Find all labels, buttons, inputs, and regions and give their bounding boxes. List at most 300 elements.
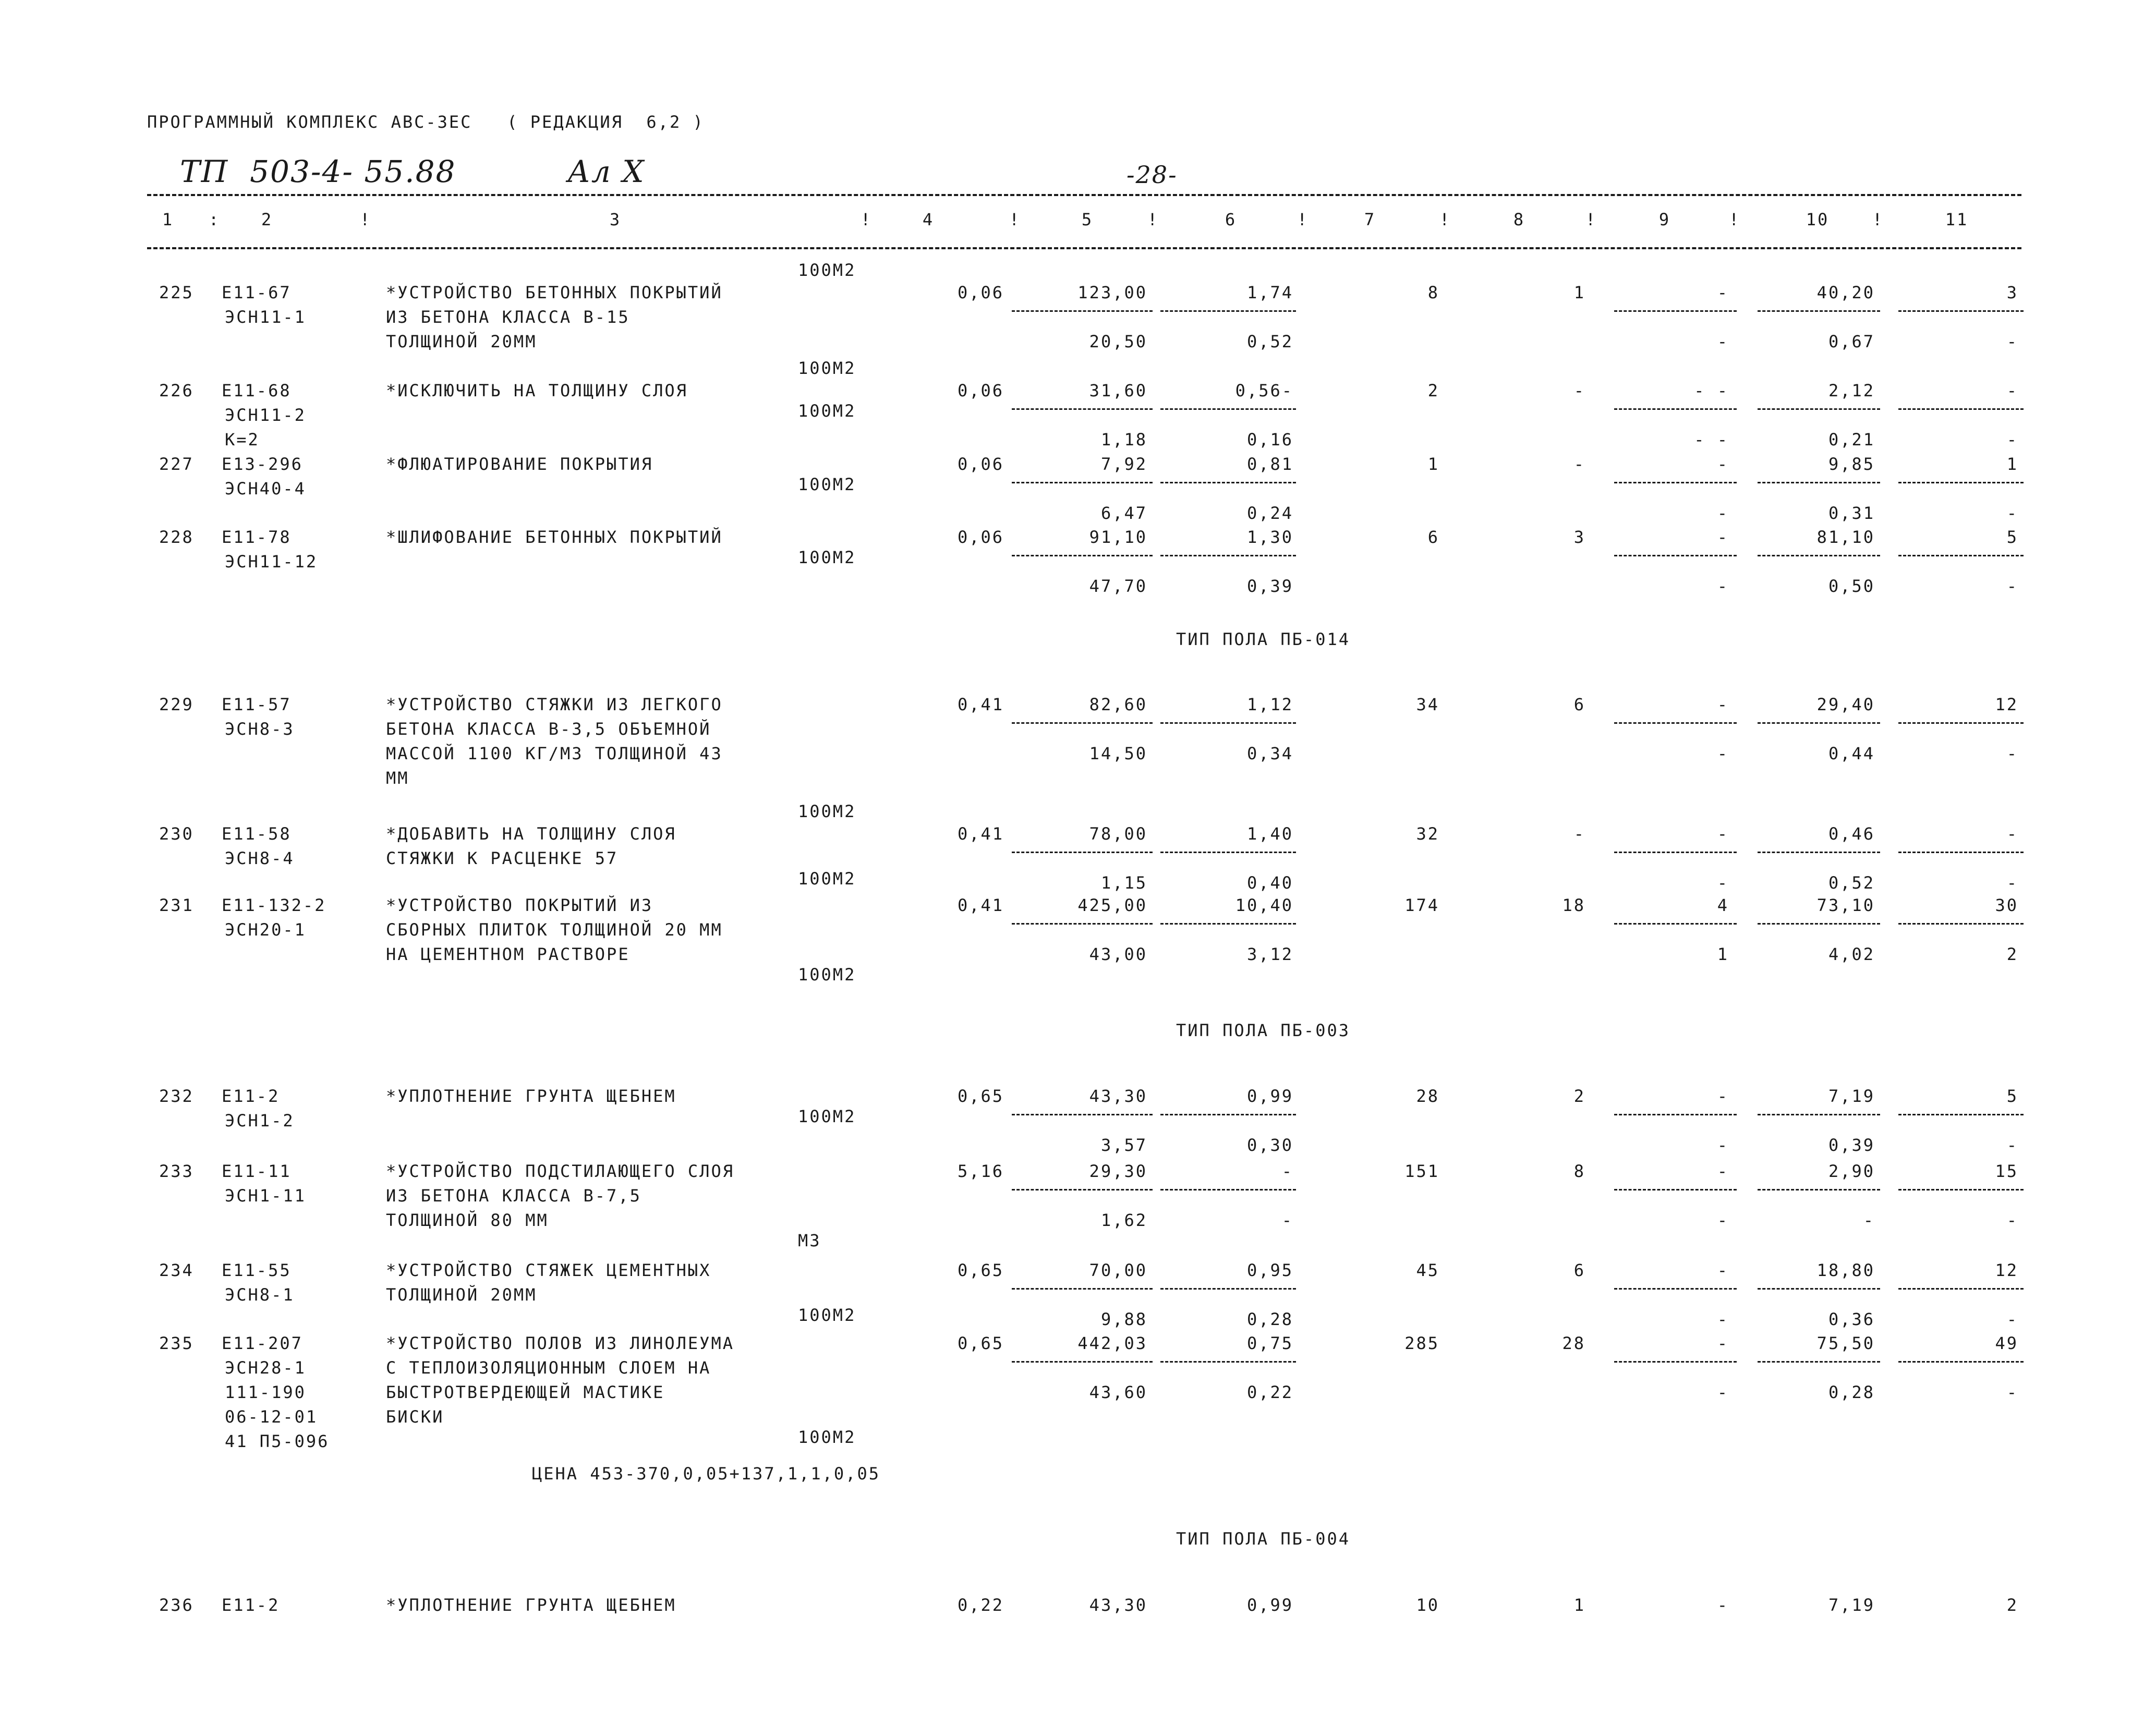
subtotal-rule (1012, 555, 1153, 556)
subtotal-rule (1758, 722, 1880, 724)
value-c10-top: 73,10 (1816, 895, 1875, 915)
header-rule-bottom (147, 247, 2021, 249)
unit-label: 100М2 (798, 260, 856, 280)
value-c6-top: 10,40 (1235, 895, 1293, 915)
value-c5-bottom: 1,62 (1100, 1210, 1147, 1230)
subtotal-rule (1012, 923, 1153, 925)
value-c5-bottom: 14,50 (1089, 744, 1147, 763)
section-title: ТИП ПОЛА ПБ-004 (1176, 1529, 1350, 1549)
subtotal-rule (1614, 310, 1737, 312)
value-c10-top: 7,19 (1828, 1086, 1875, 1106)
value-c5-top: 31,60 (1089, 381, 1147, 400)
value-c5-bottom: 43,60 (1089, 1382, 1147, 1402)
cost-materials: 1 (1573, 1595, 1585, 1615)
section-title: ТИП ПОЛА ПБ-003 (1176, 1021, 1350, 1040)
header-rule-top (147, 194, 2021, 196)
unit-label: М3 (798, 1231, 821, 1250)
work-description: *УПЛОТНЕНИЕ ГРУНТА ЩЕБНЕМ (386, 1595, 676, 1615)
value-c6-bottom: 3,12 (1246, 944, 1293, 964)
value-c9-bottom: - (1717, 1382, 1729, 1402)
rate-code: Е11-2 (222, 1086, 280, 1106)
rate-code: ЭСН28-1 (225, 1358, 306, 1378)
value-c6-bottom: 0,30 (1246, 1135, 1293, 1155)
cost-materials: 6 (1573, 695, 1585, 714)
work-description: *УСТРОЙСТВО СТЯЖЕК ЦЕМЕНТНЫХ (386, 1260, 711, 1280)
price-note: ЦЕНА 453-370,0,05+137,1,1,0,05 (532, 1464, 880, 1484)
cost-materials: - (1573, 454, 1585, 474)
value-c5-top: 70,00 (1089, 1260, 1147, 1280)
col-number-1: 1 (162, 210, 174, 229)
rate-code: Е11-58 (222, 824, 292, 844)
cost-materials: 3 (1573, 527, 1585, 547)
row-number: 236 (159, 1595, 194, 1615)
subtotal-rule (1160, 1114, 1296, 1115)
unit-label: 100М2 (798, 1427, 856, 1447)
quantity-value: 5,16 (957, 1161, 1004, 1181)
value-c5-bottom: 6,47 (1100, 503, 1147, 523)
subtotal-rule (1758, 482, 1880, 483)
value-c11-top: 49 (1995, 1333, 2018, 1353)
value-c10-top: 18,80 (1816, 1260, 1875, 1280)
value-c9-top: - (1717, 283, 1729, 302)
cost-direct: 174 (1404, 895, 1439, 915)
value-c9-top: - (1717, 1161, 1729, 1181)
value-c6-bottom: 0,52 (1246, 332, 1293, 351)
value-c6-top: 0,75 (1246, 1333, 1293, 1353)
section-title: ТИП ПОЛА ПБ-014 (1176, 629, 1350, 649)
col-separator: ! (1439, 210, 1451, 229)
rate-code: ЭСН1-11 (225, 1186, 306, 1206)
rate-code: Е11-67 (222, 283, 292, 302)
work-description: БЕТОНА КЛАССА В-3,5 ОБЪЕМНОЙ (386, 719, 711, 739)
work-description: ТОЛЩИНОЙ 20ММ (386, 332, 537, 351)
quantity-value: 0,06 (957, 527, 1004, 547)
value-c10-bottom: 0,21 (1828, 430, 1875, 450)
subtotal-rule (1012, 1189, 1153, 1191)
subtotal-rule (1614, 555, 1737, 556)
value-c6-bottom: 0,24 (1246, 503, 1293, 523)
cost-direct: 28 (1416, 1086, 1439, 1106)
value-c11-top: 30 (1995, 895, 2018, 915)
subtotal-rule (1160, 482, 1296, 483)
subtotal-rule (1898, 1288, 2024, 1290)
value-c6-bottom: - (1281, 1210, 1293, 1230)
value-c11-bottom: - (2006, 1382, 2018, 1402)
page-number: -28- (1127, 161, 1178, 189)
cost-materials: 2 (1573, 1086, 1585, 1106)
cost-direct: 2 (1427, 381, 1439, 400)
value-c6-top: 0,81 (1246, 454, 1293, 474)
col-separator: : (209, 210, 221, 229)
value-c11-top: 12 (1995, 695, 2018, 714)
value-c10-bottom: 0,39 (1828, 1135, 1875, 1155)
rate-code: К=2 (225, 430, 260, 450)
work-description: *ИСКЛЮЧИТЬ НА ТОЛЩИНУ СЛОЯ (386, 381, 688, 400)
row-number: 228 (159, 527, 194, 547)
value-c5-bottom: 3,57 (1100, 1135, 1147, 1155)
col-separator: ! (861, 210, 873, 229)
col-separator: ! (1872, 210, 1884, 229)
value-c10-bottom: 0,52 (1828, 873, 1875, 893)
quantity-value: 0,41 (957, 695, 1004, 714)
quantity-value: 0,41 (957, 824, 1004, 844)
cost-direct: 1 (1427, 454, 1439, 474)
work-description: *ШЛИФОВАНИЕ БЕТОННЫХ ПОКРЫТИЙ (386, 527, 723, 547)
value-c11-top: 12 (1995, 1260, 2018, 1280)
work-description: СБОРНЫХ ПЛИТОК ТОЛЩИНОЙ 20 ММ (386, 920, 723, 940)
subtotal-rule (1758, 1288, 1880, 1290)
col-number-4: 4 (922, 210, 935, 229)
rate-code: ЭСН8-1 (225, 1285, 295, 1305)
value-c10-bottom: 0,31 (1828, 503, 1875, 523)
row-number: 225 (159, 283, 194, 302)
project-number: ТП 503-4- 55.88 (180, 154, 456, 189)
subtotal-rule (1160, 923, 1296, 925)
value-c10-top: 29,40 (1816, 695, 1875, 714)
value-c10-top: 2,12 (1828, 381, 1875, 400)
value-c5-top: 123,00 (1077, 283, 1147, 302)
rate-code: 41 П5-096 (225, 1431, 330, 1451)
col-separator: ! (1585, 210, 1597, 229)
value-c6-top: 1,12 (1246, 695, 1293, 714)
row-number: 230 (159, 824, 194, 844)
value-c6-bottom: 0,34 (1246, 744, 1293, 763)
value-c10-bottom: - (1863, 1210, 1875, 1230)
row-number: 232 (159, 1086, 194, 1106)
value-c10-top: 75,50 (1816, 1333, 1875, 1353)
col-number-6: 6 (1225, 210, 1237, 229)
work-description: БИСКИ (386, 1407, 444, 1427)
col-separator: ! (1147, 210, 1159, 229)
subtotal-rule (1012, 482, 1153, 483)
work-description: ММ (386, 768, 409, 788)
value-c11-bottom: - (2006, 744, 2018, 763)
cost-materials: 8 (1573, 1161, 1585, 1181)
row-number: 226 (159, 381, 194, 400)
col-separator: ! (360, 210, 372, 229)
subtotal-rule (1160, 722, 1296, 724)
subtotal-rule (1898, 555, 2024, 556)
value-c5-bottom: 20,50 (1089, 332, 1147, 351)
subtotal-rule (1758, 1114, 1880, 1115)
work-description: *УСТРОЙСТВО ПОЛОВ ИЗ ЛИНОЛЕУМА (386, 1333, 734, 1353)
row-number: 234 (159, 1260, 194, 1280)
unit-label: 100М2 (798, 965, 856, 985)
cost-direct: 34 (1416, 695, 1439, 714)
col-separator: ! (1297, 210, 1309, 229)
value-c5-top: 43,30 (1089, 1595, 1147, 1615)
value-c11-bottom: - (2006, 332, 2018, 351)
row-number: 231 (159, 895, 194, 915)
cost-materials: - (1573, 381, 1585, 400)
subtotal-rule (1012, 722, 1153, 724)
rate-code: ЭСН8-4 (225, 848, 295, 868)
value-c6-bottom: 0,16 (1246, 430, 1293, 450)
value-c6-bottom: 0,28 (1246, 1309, 1293, 1329)
value-c9-top: - (1717, 695, 1729, 714)
work-description: ТОЛЩИНОЙ 80 ММ (386, 1210, 549, 1230)
row-number: 235 (159, 1333, 194, 1353)
value-c9-top: - (1717, 454, 1729, 474)
subtotal-rule (1758, 408, 1880, 410)
value-c10-top: 81,10 (1816, 527, 1875, 547)
work-description: *ФЛЮАТИРОВАНИЕ ПОКРЫТИЯ (386, 454, 653, 474)
quantity-value: 0,06 (957, 283, 1004, 302)
row-number: 229 (159, 695, 194, 714)
program-header: ПРОГРАММНЫЙ КОМПЛЕКС АВС-ЗЕС ( РЕДАКЦИЯ 6,2 ) (147, 112, 705, 132)
value-c9-top: 4 (1717, 895, 1729, 915)
value-c9-bottom: - (1717, 1309, 1729, 1329)
value-c5-top: 43,30 (1089, 1086, 1147, 1106)
column-number-row (0, 211, 2156, 232)
value-c10-top: 2,90 (1828, 1161, 1875, 1181)
col-number-9: 9 (1658, 210, 1671, 229)
value-c6-top: 0,99 (1246, 1086, 1293, 1106)
work-description: С ТЕПЛОИЗОЛЯЦИОННЫМ СЛОЕМ НА (386, 1358, 711, 1378)
value-c9-bottom: - (1717, 1210, 1729, 1230)
subtotal-rule (1898, 1189, 2024, 1191)
value-c5-top: 7,92 (1100, 454, 1147, 474)
subtotal-rule (1898, 722, 2024, 724)
subtotal-rule (1160, 1189, 1296, 1191)
subtotal-rule (1758, 923, 1880, 925)
value-c10-bottom: 0,28 (1828, 1382, 1875, 1402)
rate-code: 111-190 (225, 1382, 306, 1402)
col-number-7: 7 (1364, 210, 1376, 229)
value-c10-bottom: 0,67 (1828, 332, 1875, 351)
rate-code: Е11-11 (222, 1161, 292, 1181)
value-c5-bottom: 9,88 (1100, 1309, 1147, 1329)
rate-code: Е11-68 (222, 381, 292, 400)
value-c11-top: - (2006, 824, 2018, 844)
unit-label: 100М2 (798, 801, 856, 821)
subtotal-rule (1758, 555, 1880, 556)
value-c11-bottom: - (2006, 503, 2018, 523)
unit-label: 100М2 (798, 401, 856, 421)
value-c11-top: 15 (1995, 1161, 2018, 1181)
value-c11-top: 1 (2006, 454, 2018, 474)
work-description: МАССОЙ 1100 КГ/М3 ТОЛЩИНОЙ 43 (386, 744, 723, 763)
rate-code: ЭСН11-2 (225, 405, 306, 425)
value-c5-bottom: 43,00 (1089, 944, 1147, 964)
unit-label: 100М2 (798, 1305, 856, 1325)
value-c5-top: 82,60 (1089, 695, 1147, 714)
value-c11-top: 5 (2006, 1086, 2018, 1106)
subtotal-rule (1758, 1361, 1880, 1363)
subtotal-rule (1898, 852, 2024, 853)
value-c9-bottom: 1 (1717, 944, 1729, 964)
value-c6-bottom: 0,40 (1246, 873, 1293, 893)
value-c9-top: - (1717, 1595, 1729, 1615)
subtotal-rule (1012, 1361, 1153, 1363)
work-description: ТОЛЩИНОЙ 20ММ (386, 1285, 537, 1305)
value-c11-bottom: - (2006, 1309, 2018, 1329)
value-c6-bottom: 0,22 (1246, 1382, 1293, 1402)
value-c6-top: 1,30 (1246, 527, 1293, 547)
rate-code: ЭСН11-12 (225, 552, 318, 572)
col-number-11: 11 (1945, 210, 1969, 229)
value-c6-top: 1,40 (1246, 824, 1293, 844)
value-c9-top: - (1717, 1333, 1729, 1353)
col-number-2: 2 (261, 210, 273, 229)
work-description: ИЗ БЕТОНА КЛАССА В-15 (386, 307, 630, 327)
cost-direct: 45 (1416, 1260, 1439, 1280)
value-c10-bottom: 0,44 (1828, 744, 1875, 763)
value-c10-bottom: 4,02 (1828, 944, 1875, 964)
work-description: *ДОБАВИТЬ НА ТОЛЩИНУ СЛОЯ (386, 824, 676, 844)
work-description: *УСТРОЙСТВО ПОКРЫТИЙ ИЗ (386, 895, 653, 915)
row-number: 227 (159, 454, 194, 474)
value-c6-top: 0,95 (1246, 1260, 1293, 1280)
subtotal-rule (1160, 1288, 1296, 1290)
value-c10-bottom: 0,36 (1828, 1309, 1875, 1329)
cost-materials: 6 (1573, 1260, 1585, 1280)
value-c10-top: 40,20 (1816, 283, 1875, 302)
subtotal-rule (1160, 408, 1296, 410)
subtotal-rule (1012, 1114, 1153, 1115)
value-c6-top: 0,99 (1246, 1595, 1293, 1615)
rate-code: ЭСН8-3 (225, 719, 295, 739)
value-c9-bottom: - (1717, 332, 1729, 351)
unit-label: 100М2 (798, 548, 856, 567)
cost-direct: 285 (1404, 1333, 1439, 1353)
subtotal-rule (1012, 310, 1153, 312)
cost-direct: 6 (1427, 527, 1439, 547)
value-c11-bottom: 2 (2006, 944, 2018, 964)
col-number-5: 5 (1081, 210, 1094, 229)
value-c11-top: 5 (2006, 527, 2018, 547)
rate-code: ЭСН1-2 (225, 1111, 295, 1131)
subtotal-rule (1012, 852, 1153, 853)
col-number-3: 3 (609, 210, 622, 229)
subtotal-rule (1898, 1114, 2024, 1115)
work-description: *УСТРОЙСТВО БЕТОННЫХ ПОКРЫТИЙ (386, 283, 723, 302)
value-c6-top: 0,56- (1235, 381, 1293, 400)
value-c5-top: 425,00 (1077, 895, 1147, 915)
unit-label: 100М2 (798, 358, 856, 378)
unit-label: 100М2 (798, 1107, 856, 1126)
work-description: ИЗ БЕТОНА КЛАССА В-7,5 (386, 1186, 641, 1206)
subtotal-rule (1012, 408, 1153, 410)
col-separator: ! (1009, 210, 1021, 229)
subtotal-rule (1898, 1361, 2024, 1363)
subtotal-rule (1614, 482, 1737, 483)
value-c11-top: - (2006, 381, 2018, 400)
unit-label: 100М2 (798, 869, 856, 889)
value-c5-top: 78,00 (1089, 824, 1147, 844)
quantity-value: 0,65 (957, 1086, 1004, 1106)
rate-code: ЭСН11-1 (225, 307, 306, 327)
cost-materials: 28 (1562, 1333, 1585, 1353)
rate-code: Е11-132-2 (222, 895, 326, 915)
rate-code: Е11-57 (222, 695, 292, 714)
value-c11-bottom: - (2006, 576, 2018, 596)
work-description: *УПЛОТНЕНИЕ ГРУНТА ЩЕБНЕМ (386, 1086, 676, 1106)
work-description: БЫСТРОТВЕРДЕЮЩЕЙ МАСТИКЕ (386, 1382, 665, 1402)
subtotal-rule (1160, 555, 1296, 556)
value-c6-top: - (1281, 1161, 1293, 1181)
rate-code: ЭСН40-4 (225, 479, 306, 499)
subtotal-rule (1898, 923, 2024, 925)
value-c5-top: 91,10 (1089, 527, 1147, 547)
cost-direct: 10 (1416, 1595, 1439, 1615)
row-number: 233 (159, 1161, 194, 1181)
rate-code: Е11-2 (222, 1595, 280, 1615)
album-number: Ал X (567, 154, 645, 189)
value-c9-bottom: - (1717, 503, 1729, 523)
subtotal-rule (1614, 722, 1737, 724)
rate-code: Е13-296 (222, 454, 303, 474)
quantity-value: 0,06 (957, 381, 1004, 400)
quantity-value: 0,65 (957, 1333, 1004, 1353)
subtotal-rule (1614, 1361, 1737, 1363)
cost-direct: 8 (1427, 283, 1439, 302)
value-c11-bottom: - (2006, 430, 2018, 450)
value-c9-bottom: - (1717, 1135, 1729, 1155)
unit-label: 100М2 (798, 475, 856, 494)
value-c9-bottom: - (1717, 576, 1729, 596)
col-number-8: 8 (1513, 210, 1525, 229)
work-description: *УСТРОЙСТВО ПОДСТИЛАЮЩЕГО СЛОЯ (386, 1161, 734, 1181)
value-c10-bottom: 0,50 (1828, 576, 1875, 596)
cost-materials: 18 (1562, 895, 1585, 915)
subtotal-rule (1614, 1189, 1737, 1191)
subtotal-rule (1898, 482, 2024, 483)
subtotal-rule (1758, 852, 1880, 853)
value-c11-top: 2 (2006, 1595, 2018, 1615)
value-c11-bottom: - (2006, 1210, 2018, 1230)
value-c10-top: 7,19 (1828, 1595, 1875, 1615)
value-c9-bottom: - (1717, 744, 1729, 763)
value-c9-bottom: - (1717, 873, 1729, 893)
subtotal-rule (1160, 1361, 1296, 1363)
value-c9-top: - - (1694, 381, 1729, 400)
cost-direct: 32 (1416, 824, 1439, 844)
value-c11-bottom: - (2006, 873, 2018, 893)
value-c9-top: - (1717, 1086, 1729, 1106)
cost-materials: - (1573, 824, 1585, 844)
subtotal-rule (1614, 1288, 1737, 1290)
value-c6-bottom: 0,39 (1246, 576, 1293, 596)
subtotal-rule (1758, 1189, 1880, 1191)
value-c11-top: 3 (2006, 283, 2018, 302)
subtotal-rule (1614, 852, 1737, 853)
value-c11-bottom: - (2006, 1135, 2018, 1155)
subtotal-rule (1160, 852, 1296, 853)
rate-code: Е11-55 (222, 1260, 292, 1280)
quantity-value: 0,06 (957, 454, 1004, 474)
cost-direct: 151 (1404, 1161, 1439, 1181)
value-c5-bottom: 1,18 (1100, 430, 1147, 450)
value-c5-top: 442,03 (1077, 1333, 1147, 1353)
quantity-value: 0,65 (957, 1260, 1004, 1280)
quantity-value: 0,22 (957, 1595, 1004, 1615)
quantity-value: 0,41 (957, 895, 1004, 915)
subtotal-rule (1614, 923, 1737, 925)
value-c10-top: 0,46 (1828, 824, 1875, 844)
rate-code: 06-12-01 (225, 1407, 318, 1427)
rate-code: ЭСН20-1 (225, 920, 306, 940)
col-separator: ! (1729, 210, 1741, 229)
value-c5-bottom: 47,70 (1089, 576, 1147, 596)
value-c9-bottom: - - (1694, 430, 1729, 450)
rate-code: Е11-78 (222, 527, 292, 547)
value-c9-top: - (1717, 824, 1729, 844)
work-description: НА ЦЕМЕНТНОМ РАСТВОРЕ (386, 944, 630, 964)
subtotal-rule (1898, 310, 2024, 312)
value-c5-bottom: 1,15 (1100, 873, 1147, 893)
rate-code: Е11-207 (222, 1333, 303, 1353)
